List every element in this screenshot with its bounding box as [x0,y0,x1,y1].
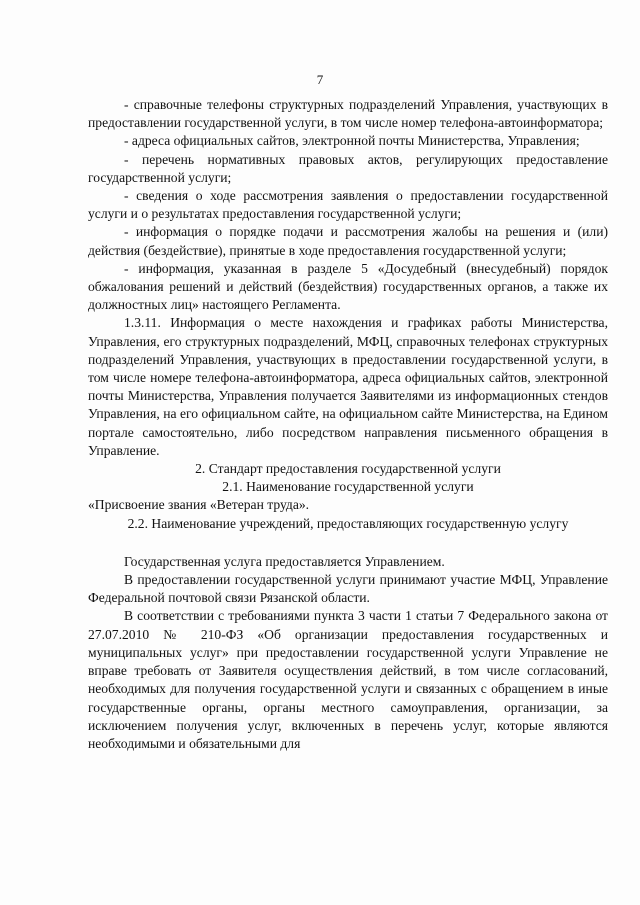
service-name: «Присвоение звания «Ветеран труда». [88,497,310,513]
clause-1-3-11: 1.3.11. Информация о месте нахождения и графиках работы Министерства, Управления, его структурных подразделений, МФЦ, справочных телефонах структурных подразделений Управления, участвующих в предоставлении государственной услуги, в том числе номере телефона-автоинформатора, адреса официальных сайтов, электронной почты Министерства, Управления получается Заявителями из информационных стендов Управления, на его официальном сайте, на официальном сайте Министерства, на Едином портале самостоятельно, либо посредством направления письменного обращения в Управление. [88,315,608,458]
paragraph: В соответствии с требованиями пункта 3 части 1 статьи 7 Федерального закона от 27.07.2010 № 210-ФЗ «Об организации предоставления государственных и муниципальных услуг» при предоставлении государственной услуги Управление не вправе требовать от Заявителя осуществления действий, в том числе согласований, необходимых для получения государственной услуги и связанных с обращением в иные государственные органы, органы местного самоуправления, организации, за исключением получения услуг, включенных в перечень услуг, которые являются необходимыми и обязательными для [88,608,608,751]
section-2-heading: 2. Стандарт предоставления государственной услуги [195,461,501,477]
list-item: - перечень нормативных правовых актов, регулирующих предоставление государственной услуги; [88,151,608,185]
list-item: - информация, указанная в разделе 5 «Досудебный (внесудебный) порядок обжалования решений и действий (бездействия) государственных органов, а также их должностных лиц» настоящего Регламента. [88,260,608,313]
document-body [88,96,608,753]
paragraph: Государственная услуга предоставляется Управлением. [124,553,445,569]
list-item: - информация о порядке подачи и рассмотрения жалобы на решения и (или) действия (бездействие), принятые в ходе предоставления государственной услуги; [88,224,608,258]
paragraph: В предоставлении государственной услуги принимают участие МФЦ, Управление Федеральной почтовой связи Рязанской области. [88,572,608,606]
subsection-2-1-heading: 2.1. Наименование государственной услуги [222,479,474,495]
list-item: - сведения о ходе рассмотрения заявления о предоставлении государственной услуги и о результатах предоставления государственной услуги; [88,188,608,222]
list-item: - справочные телефоны структурных подразделений Управления, участвующих в предоставлении государственной услуги, в том числе номер телефона-автоинформатора; [88,97,608,131]
page-number: 7 [316,72,324,87]
list-item: - адреса официальных сайтов, электронной почты Министерства, Управления; [124,133,580,149]
subsection-2-2-heading: 2.2. Наименование учреждений, предоставляющих государственную услугу [127,515,569,531]
